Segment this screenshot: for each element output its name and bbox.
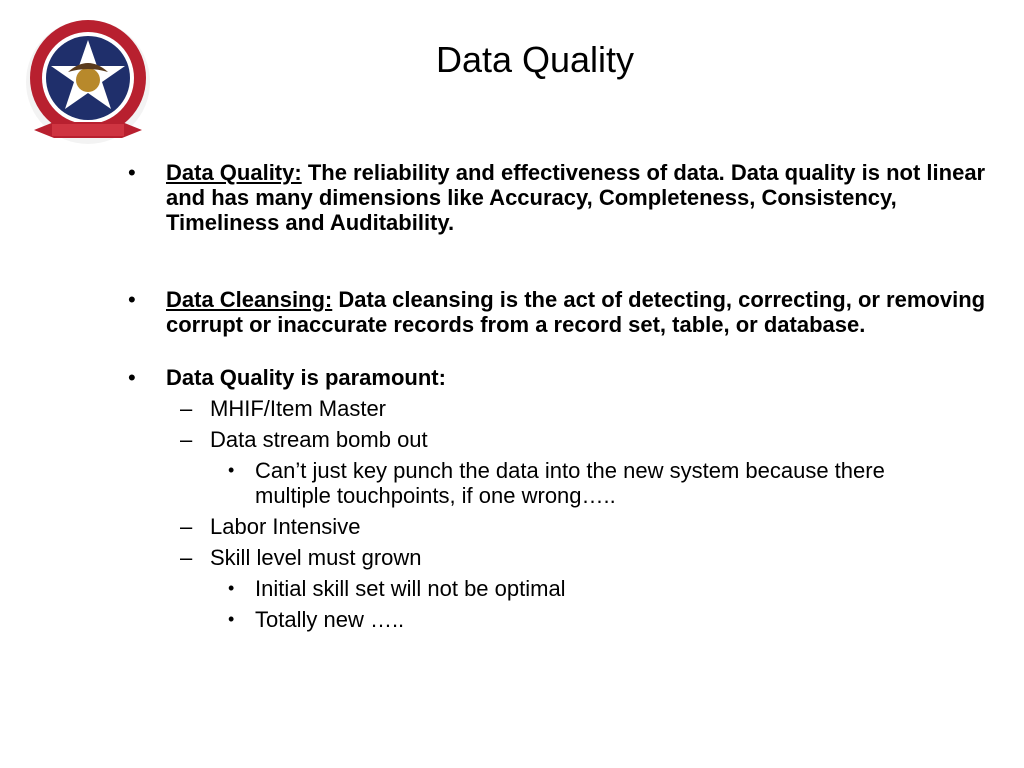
bullet-text: Data Quality is paramount:: [166, 365, 446, 390]
dash-glyph: –: [180, 514, 193, 539]
subsubitem-initial-skill: [128, 576, 935, 601]
subitem-labor: [128, 514, 1000, 539]
slide-content: [128, 160, 1000, 632]
subitem-text: Skill level must grown: [210, 545, 422, 570]
subsubitem-text: Can’t just key punch the data into the new system because there multiple touchpoints, if one wrong…..: [255, 458, 885, 508]
subsubitem-totally-new: [128, 607, 935, 632]
subitem-text: Labor Intensive: [210, 514, 361, 539]
bullet-glyph: •: [228, 578, 235, 598]
subitem-text: Data stream bomb out: [210, 427, 428, 452]
subsubitem-text: Totally new …..: [255, 607, 405, 632]
bullet-glyph: •: [228, 460, 235, 480]
dash-glyph: –: [180, 545, 193, 570]
slide-title: Data Quality: [435, 39, 635, 80]
subitem-skill-level: [128, 545, 1000, 570]
bullet-glyph: •: [128, 160, 136, 185]
installations-logistics-logo: [24, 14, 156, 164]
bullet-glyph: •: [228, 609, 235, 629]
bullet-text: Data cleansing is the act of detecting, correcting, or removing corrupt or inaccurate records from a record set, table, or database.: [166, 287, 986, 337]
bullet-term: Data Cleansing:: [166, 287, 333, 312]
subitem-text: MHIF/Item Master: [210, 396, 387, 421]
bullet-data-quality: [128, 160, 1000, 235]
bullet-term: Data Quality:: [166, 160, 302, 185]
dash-glyph: –: [180, 427, 193, 452]
subitem-mhif: [128, 396, 1000, 421]
bullet-glyph: •: [128, 365, 136, 390]
subitem-data-stream: [128, 427, 1000, 452]
dash-glyph: –: [180, 396, 193, 421]
bullet-paramount: [128, 365, 1000, 390]
subsubitem-key-punch: [128, 458, 935, 508]
bullet-data-cleansing: [128, 287, 1000, 337]
subsubitem-text: Initial skill set will not be optimal: [255, 576, 566, 601]
bullet-text: The reliability and effectiveness of data. Data quality is not linear and has many dimensions like Accuracy, Completeness, Consistency, Timeliness and Auditability.: [166, 160, 986, 235]
bullet-glyph: •: [128, 287, 136, 312]
